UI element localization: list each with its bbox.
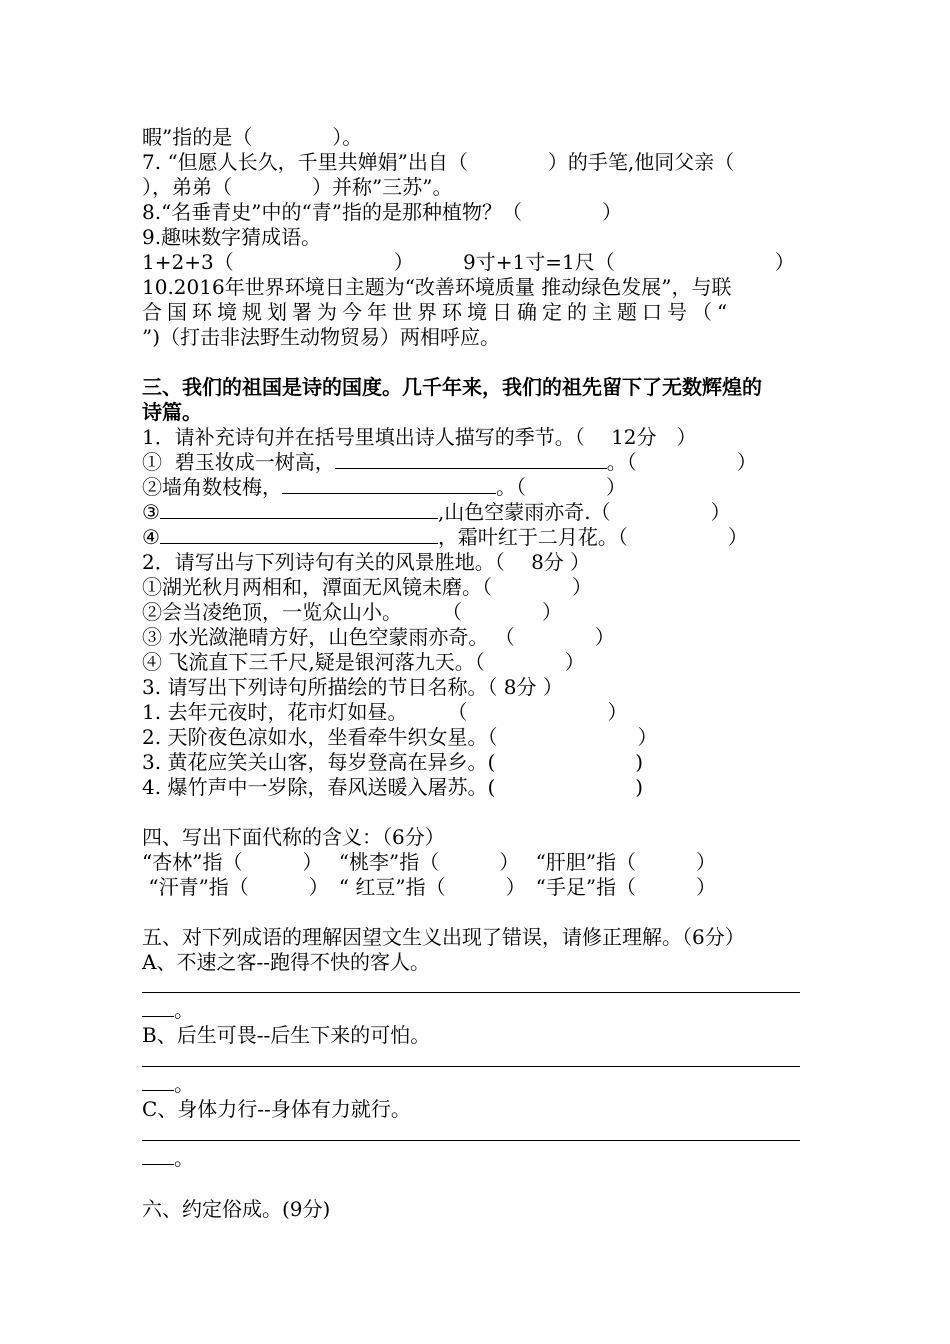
s3-q3-item-3: 3. 黄花应笑关山客，每岁登高在异乡。( ) (142, 750, 644, 774)
poem-suffix: 。（ ） (496, 475, 626, 499)
answer-tail (142, 1072, 194, 1097)
answer-line[interactable] (142, 1066, 800, 1067)
s3-q1-item-4 (142, 525, 748, 550)
answer-blank[interactable] (282, 492, 496, 494)
q9-line: 9.趣味数字猜成语。 (142, 225, 322, 249)
q9-item-b: 9寸+1寸=1尺（ ） (463, 250, 795, 274)
s3-q1: 1．请补充诗句并在括号里填出诗人描写的季节。（ 12分 ） (142, 425, 697, 449)
poem-suffix: ,山色空蒙雨亦奇.（ ） (437, 500, 731, 524)
s3-q1-item-3 (142, 500, 731, 525)
answer-blank[interactable] (142, 1163, 174, 1165)
s3-q2-item-1: ①湖光秋月两相和，潭面无风镜未磨。（ ） (142, 575, 592, 599)
answer-blank[interactable] (142, 1089, 174, 1091)
s3-q1-item-1 (142, 450, 757, 475)
s3-q3-item-1: 1. 去年元夜时，花市灯如昼。 （ ） (142, 700, 628, 724)
answer-tail (142, 1146, 194, 1171)
poem-suffix: ，霜叶红于二月花。（ ） (437, 525, 748, 549)
section6-heading: 六、约定俗成。(9分) (142, 1197, 331, 1221)
end-mark: 。 (174, 998, 194, 1022)
poem-prefix: ②墙角数枝梅， (142, 475, 282, 499)
answer-blank[interactable] (335, 467, 607, 469)
q10-line-3: ”)（打击非法野生动物贸易）两相呼应。 (142, 325, 501, 349)
q7-line-1: 7. “但愿人长久，千里共婵娟”出自（ ）的手笔,他同父亲（ (142, 150, 735, 174)
s3-q2-item-2: ②会当凌绝顶，一览众山小。 （ ） (142, 600, 562, 624)
section4-row-1: “杏林”指（ ） “桃李”指（ ） “肝胆”指（ ） (142, 850, 717, 874)
s5-item-a: A、不速之客--跑得不快的客人。 (142, 950, 430, 974)
poem-prefix: ③ (142, 500, 160, 524)
s3-q2-item-4: ④ 飞流直下三千尺,疑是银河落九天。（ ） (142, 650, 585, 674)
poem-suffix: 。（ ） (606, 450, 757, 474)
answer-tail (142, 998, 194, 1023)
poem-prefix: ④ (142, 525, 160, 549)
q8-line: 8.“名垂青史”中的“青”指的是那种植物？（ ） (142, 200, 622, 224)
answer-blank[interactable] (160, 542, 438, 544)
section4-row-2: “汗青”指（ ） “ 红豆”指（ ） “手足”指（ ） (142, 875, 717, 899)
answer-blank[interactable] (142, 1015, 174, 1017)
s3-q3: 3. 请写出下列诗句所描绘的节日名称。（ 8分 ） (142, 675, 563, 699)
section3-heading-2: 诗篇。 (142, 400, 202, 424)
section3-heading-1: 三、我们的祖国是诗的国度。几千年来，我们的祖先留下了无数辉煌的 (142, 375, 762, 399)
s5-item-b: B、后生可畏--后生下来的可怕。 (142, 1023, 431, 1047)
section4-heading: 四、写出下面代称的含义：（6分） (142, 825, 445, 849)
q7-line-2: ），弟弟（ ）并称”三苏”。 (142, 175, 453, 199)
answer-blank[interactable] (160, 517, 438, 519)
s3-q2-item-3: ③ 水光潋滟晴方好，山色空蒙雨亦奇。 （ ） (142, 625, 615, 649)
s3-q1-item-2 (142, 475, 626, 500)
s3-q3-item-4: 4. 爆竹声中一岁除，春风送暖入屠苏。( ) (142, 775, 644, 799)
q6-line: 暇”指的是（ ）。 (142, 125, 363, 149)
q10-line-2: 合国环境规划署为今年世界环境日确定的主题口号（“ (142, 300, 733, 324)
end-mark: 。 (174, 1072, 194, 1096)
q10-line-1: 10.2016年世界环境日主题为“改善环境质量 推动绿色发展”，与联 (142, 275, 732, 299)
answer-line[interactable] (142, 992, 800, 993)
q9-item-a: 1+2+3（ ） (142, 250, 414, 274)
s3-q3-item-2: 2. 天阶夜色凉如水，坐看牵牛织女星。（ ） (142, 725, 658, 749)
poem-prefix: ① 碧玉妆成一树高， (142, 450, 335, 474)
s3-q2: 2．请写出与下列诗句有关的风景胜地。（ 8分 ） (142, 550, 591, 574)
end-mark: 。 (174, 1146, 194, 1170)
section5-heading: 五、对下列成语的理解因望文生义出现了错误，请修正理解。（6分） (142, 925, 745, 949)
s5-item-c: C、身体力行--身体有力就行。 (142, 1097, 411, 1121)
answer-line[interactable] (142, 1140, 800, 1141)
